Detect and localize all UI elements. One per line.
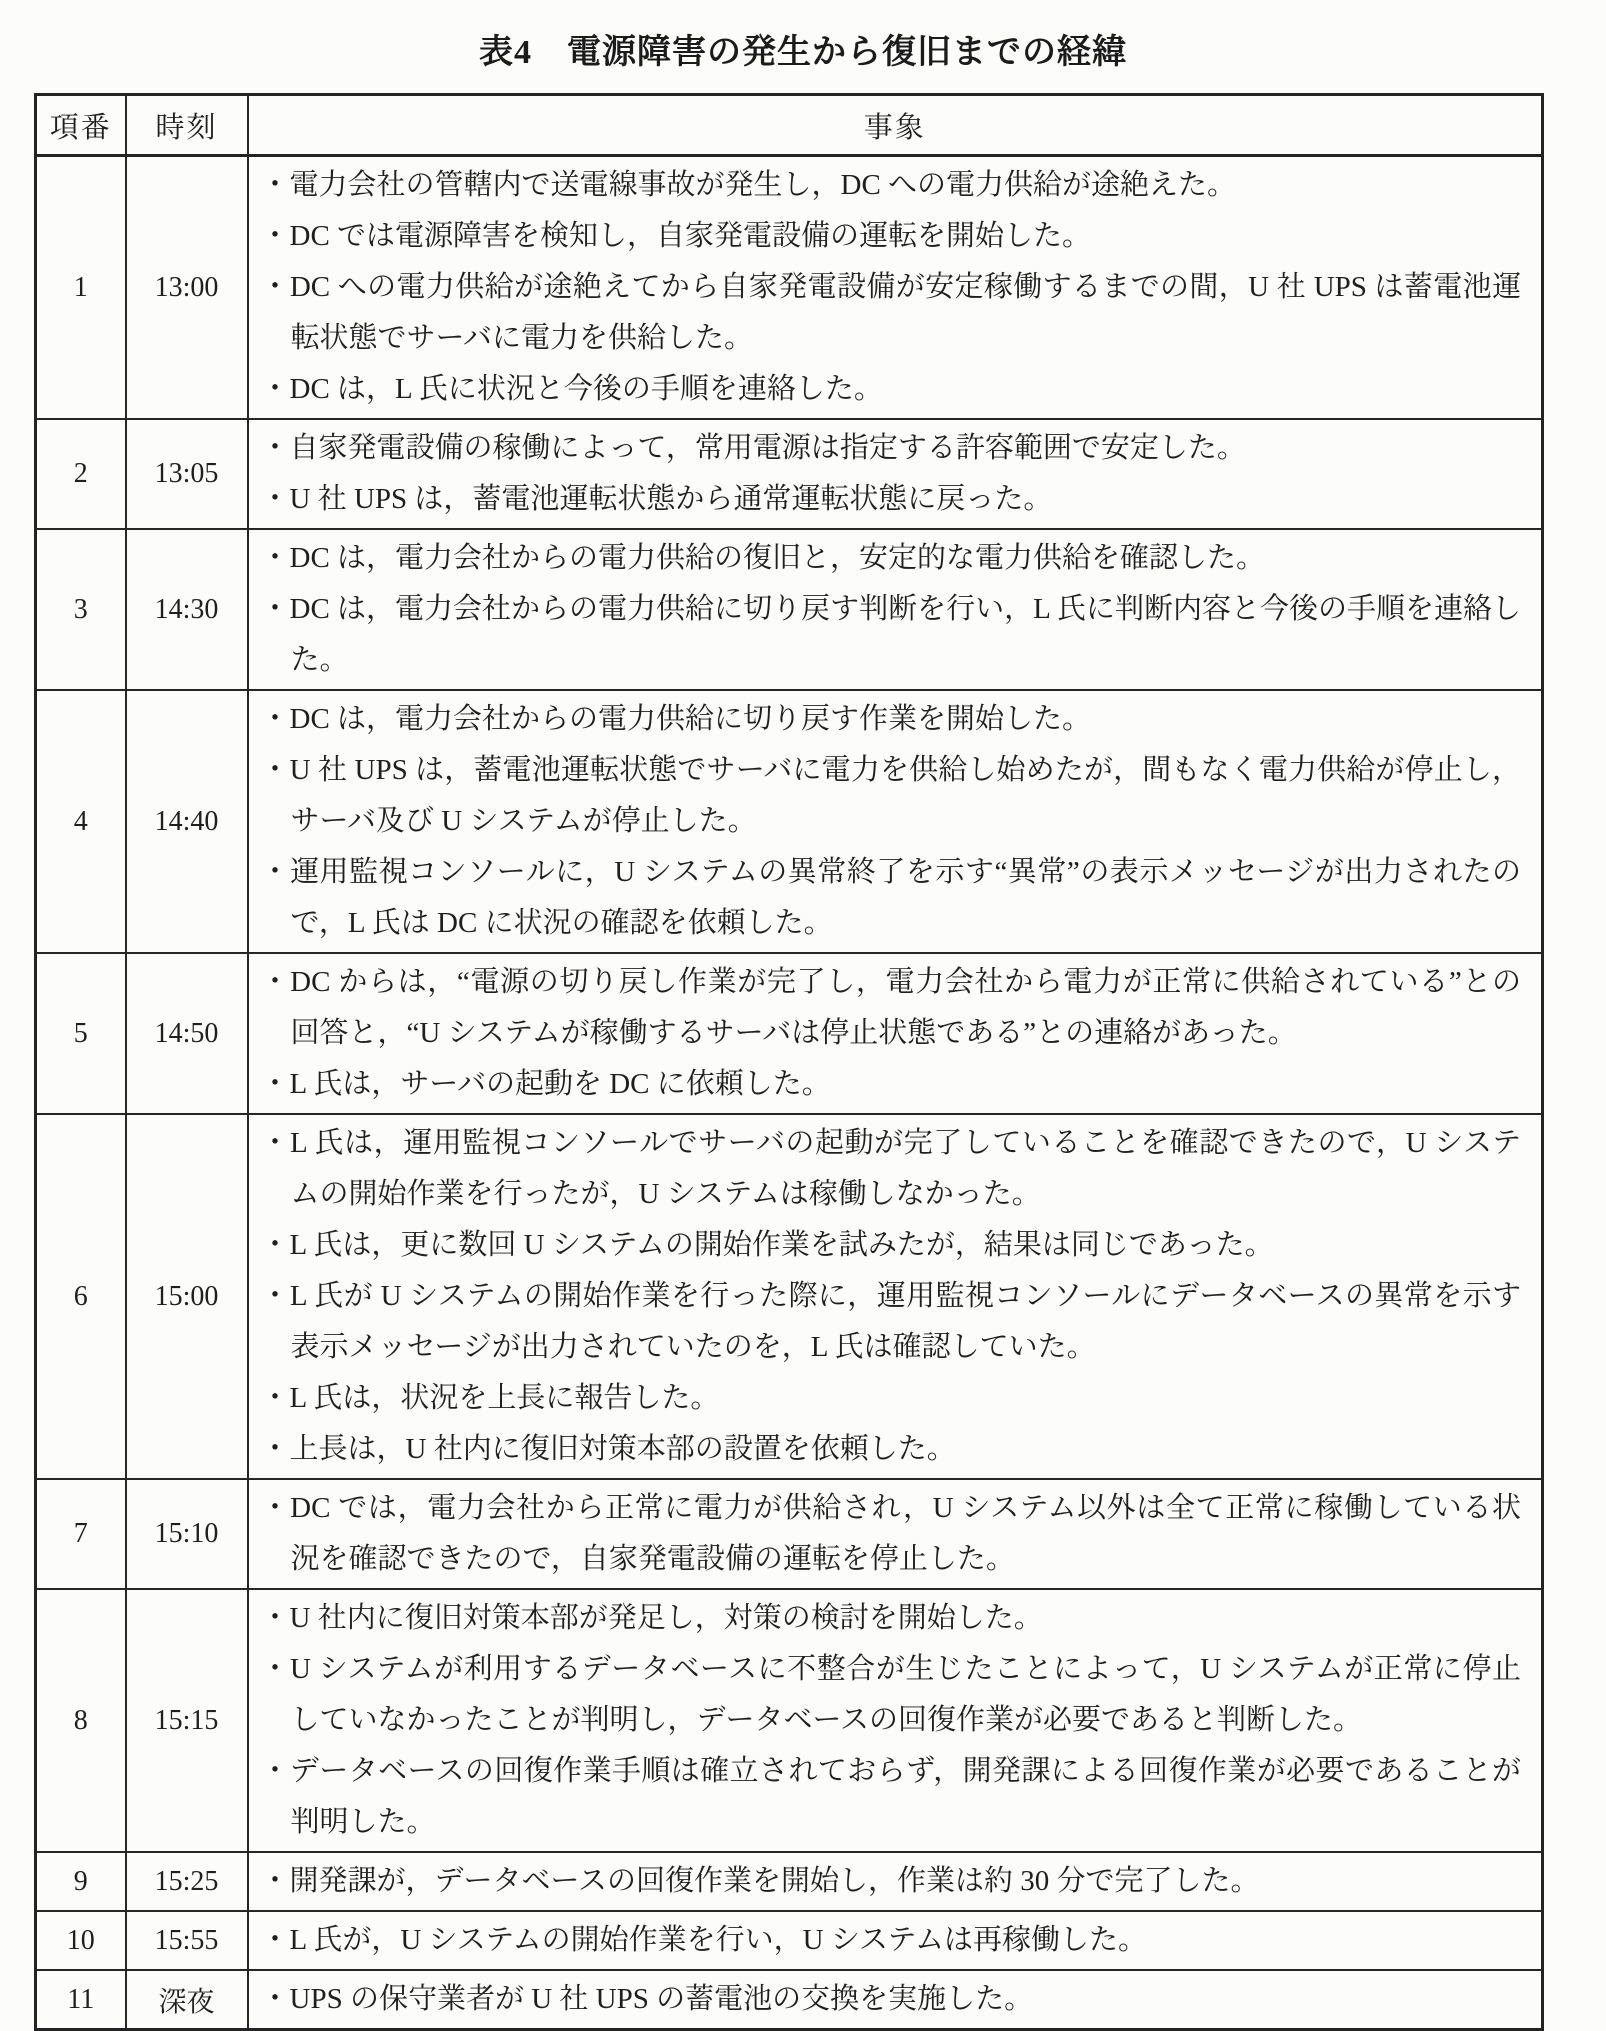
- event-item: ・自家発電設備の稼働によって，常用電源は指定する許容範囲で安定した。: [260, 432, 1246, 464]
- event-cell: [248, 1479, 1543, 1589]
- column-header-event: 事象: [248, 95, 1543, 156]
- event-cell: [248, 1114, 1543, 1479]
- event-item: ・DC では電源障害を検知し，自家発電設備の運転を開始した。: [260, 220, 1092, 252]
- table-row: [36, 419, 1543, 529]
- time-cell: 15:25: [126, 1852, 248, 1911]
- time-cell: 15:00: [126, 1114, 248, 1479]
- event-item: ・U 社 UPS は，蓄電池運転状態から通常運転状態に戻った。: [260, 483, 1053, 515]
- time-cell: 深夜: [126, 1970, 248, 2030]
- time-cell: 15:15: [126, 1589, 248, 1852]
- time-cell: 13:00: [126, 156, 248, 420]
- event-item: ・U システムが利用するデータベースに不整合が生じたことによって，U システムが正常に停止していなかったことが判明し，データベースの回復作業が必要であると判断した。: [260, 1653, 1521, 1736]
- table-row: [36, 1479, 1543, 1589]
- time-cell: 15:55: [126, 1911, 248, 1970]
- table-row: [36, 690, 1543, 953]
- item-number-cell: 7: [36, 1479, 126, 1589]
- event-item: ・L 氏は，サーバの起動を DC に依頼した。: [260, 1068, 831, 1100]
- event-cell: [248, 690, 1543, 953]
- event-item: ・U 社 UPS は，蓄電池運転状態でサーバに電力を供給し始めたが，間もなく電力供給が停止し，サーバ及び U システムが停止した。: [260, 754, 1521, 837]
- event-cell: [248, 1589, 1543, 1852]
- item-number-cell: 1: [36, 156, 126, 420]
- event-item: ・L 氏は，更に数回 U システムの開始作業を試みたが，結果は同じであった。: [260, 1229, 1274, 1261]
- time-cell: 14:40: [126, 690, 248, 953]
- item-number-cell: 5: [36, 953, 126, 1114]
- event-item: ・DC は，電力会社からの電力供給の復旧と，安定的な電力供給を確認した。: [260, 542, 1266, 574]
- event-item: ・UPS の保守業者が U 社 UPS の蓄電池の交換を実施した。: [260, 1983, 1034, 2015]
- time-cell: 15:10: [126, 1479, 248, 1589]
- table-row: [36, 953, 1543, 1114]
- table-row: [36, 156, 1543, 420]
- item-number-cell: 11: [36, 1970, 126, 2030]
- table-row: [36, 1970, 1543, 2030]
- event-item: ・DC への電力供給が途絶えてから自家発電設備が安定稼働するまでの間，U 社 UPS は蓄電池運転状態でサーバに電力を供給した。: [260, 271, 1521, 354]
- item-number-cell: 9: [36, 1852, 126, 1911]
- event-cell: [248, 156, 1543, 420]
- table-row: [36, 529, 1543, 690]
- table-title: 表4 電源障害の発生から復旧までの経緯: [479, 34, 1127, 71]
- event-item: ・電力会社の管轄内で送電線事故が発生し，DC への電力供給が途絶えた。: [260, 169, 1237, 201]
- item-number-cell: 10: [36, 1911, 126, 1970]
- event-item: ・DC は，電力会社からの電力供給に切り戻す作業を開始した。: [260, 703, 1092, 735]
- event-cell: [248, 529, 1543, 690]
- event-item: ・L 氏が U システムの開始作業を行った際に，運用監視コンソールにデータベースの異常を示す表示メッセージが出力されていたのを，L 氏は確認していた。: [260, 1280, 1521, 1363]
- column-header-item-number: 項番: [36, 95, 126, 156]
- event-cell: [248, 419, 1543, 529]
- event-item: ・DC は，電力会社からの電力供給に切り戻す判断を行い，L 氏に判断内容と今後の手順を連絡した。: [260, 593, 1521, 676]
- event-item: ・L 氏は，運用監視コンソールでサーバの起動が完了していることを確認できたので，U システムの開始作業を行ったが，U システムは稼働しなかった。: [260, 1127, 1521, 1210]
- event-item: ・DC は，L 氏に状況と今後の手順を連絡した。: [260, 373, 883, 405]
- item-number-cell: 3: [36, 529, 126, 690]
- time-cell: 14:50: [126, 953, 248, 1114]
- event-cell: [248, 953, 1543, 1114]
- item-number-cell: 4: [36, 690, 126, 953]
- table-row: [36, 1852, 1543, 1911]
- table-row: [36, 1589, 1543, 1852]
- table-row: [36, 1114, 1543, 1479]
- table-row: [36, 1911, 1543, 1970]
- event-item: ・運用監視コンソールに，U システムの異常終了を示す“異常”の表示メッセージが出力されたので，L 氏は DC に状況の確認を依頼した。: [260, 856, 1521, 939]
- event-item: ・DC では，電力会社から正常に電力が供給され，U システム以外は全て正常に稼働している状況を確認できたので，自家発電設備の運転を停止した。: [260, 1492, 1521, 1575]
- event-item: ・データベースの回復作業手順は確立されておらず，開発課による回復作業が必要であることが判明した。: [260, 1755, 1521, 1838]
- event-item: ・DC からは，“電源の切り戻し作業が完了し，電力会社から電力が正常に供給されている”との回答と，“U システムが稼働するサーバは停止状態である”との連絡があった。: [260, 966, 1521, 1049]
- event-item: ・U 社内に復旧対策本部が発足し，対策の検討を開始した。: [260, 1602, 1043, 1634]
- time-cell: 14:30: [126, 529, 248, 690]
- column-header-time: 時刻: [126, 95, 248, 156]
- event-cell: [248, 1911, 1543, 1970]
- table-header-row: [36, 95, 1543, 156]
- incident-timeline-table: [34, 93, 1544, 2031]
- event-item: ・上長は，U 社内に復旧対策本部の設置を依頼した。: [260, 1433, 956, 1465]
- event-item: ・開発課が，データベースの回復作業を開始し，作業は約 30 分で完了した。: [260, 1865, 1260, 1897]
- event-item: ・L 氏が，U システムの開始作業を行い，U システムは再稼働した。: [260, 1924, 1147, 1956]
- event-cell: [248, 1852, 1543, 1911]
- event-item: ・L 氏は，状況を上長に報告した。: [260, 1382, 720, 1414]
- item-number-cell: 2: [36, 419, 126, 529]
- item-number-cell: 8: [36, 1589, 126, 1852]
- time-cell: 13:05: [126, 419, 248, 529]
- event-cell: [248, 1970, 1543, 2030]
- item-number-cell: 6: [36, 1114, 126, 1479]
